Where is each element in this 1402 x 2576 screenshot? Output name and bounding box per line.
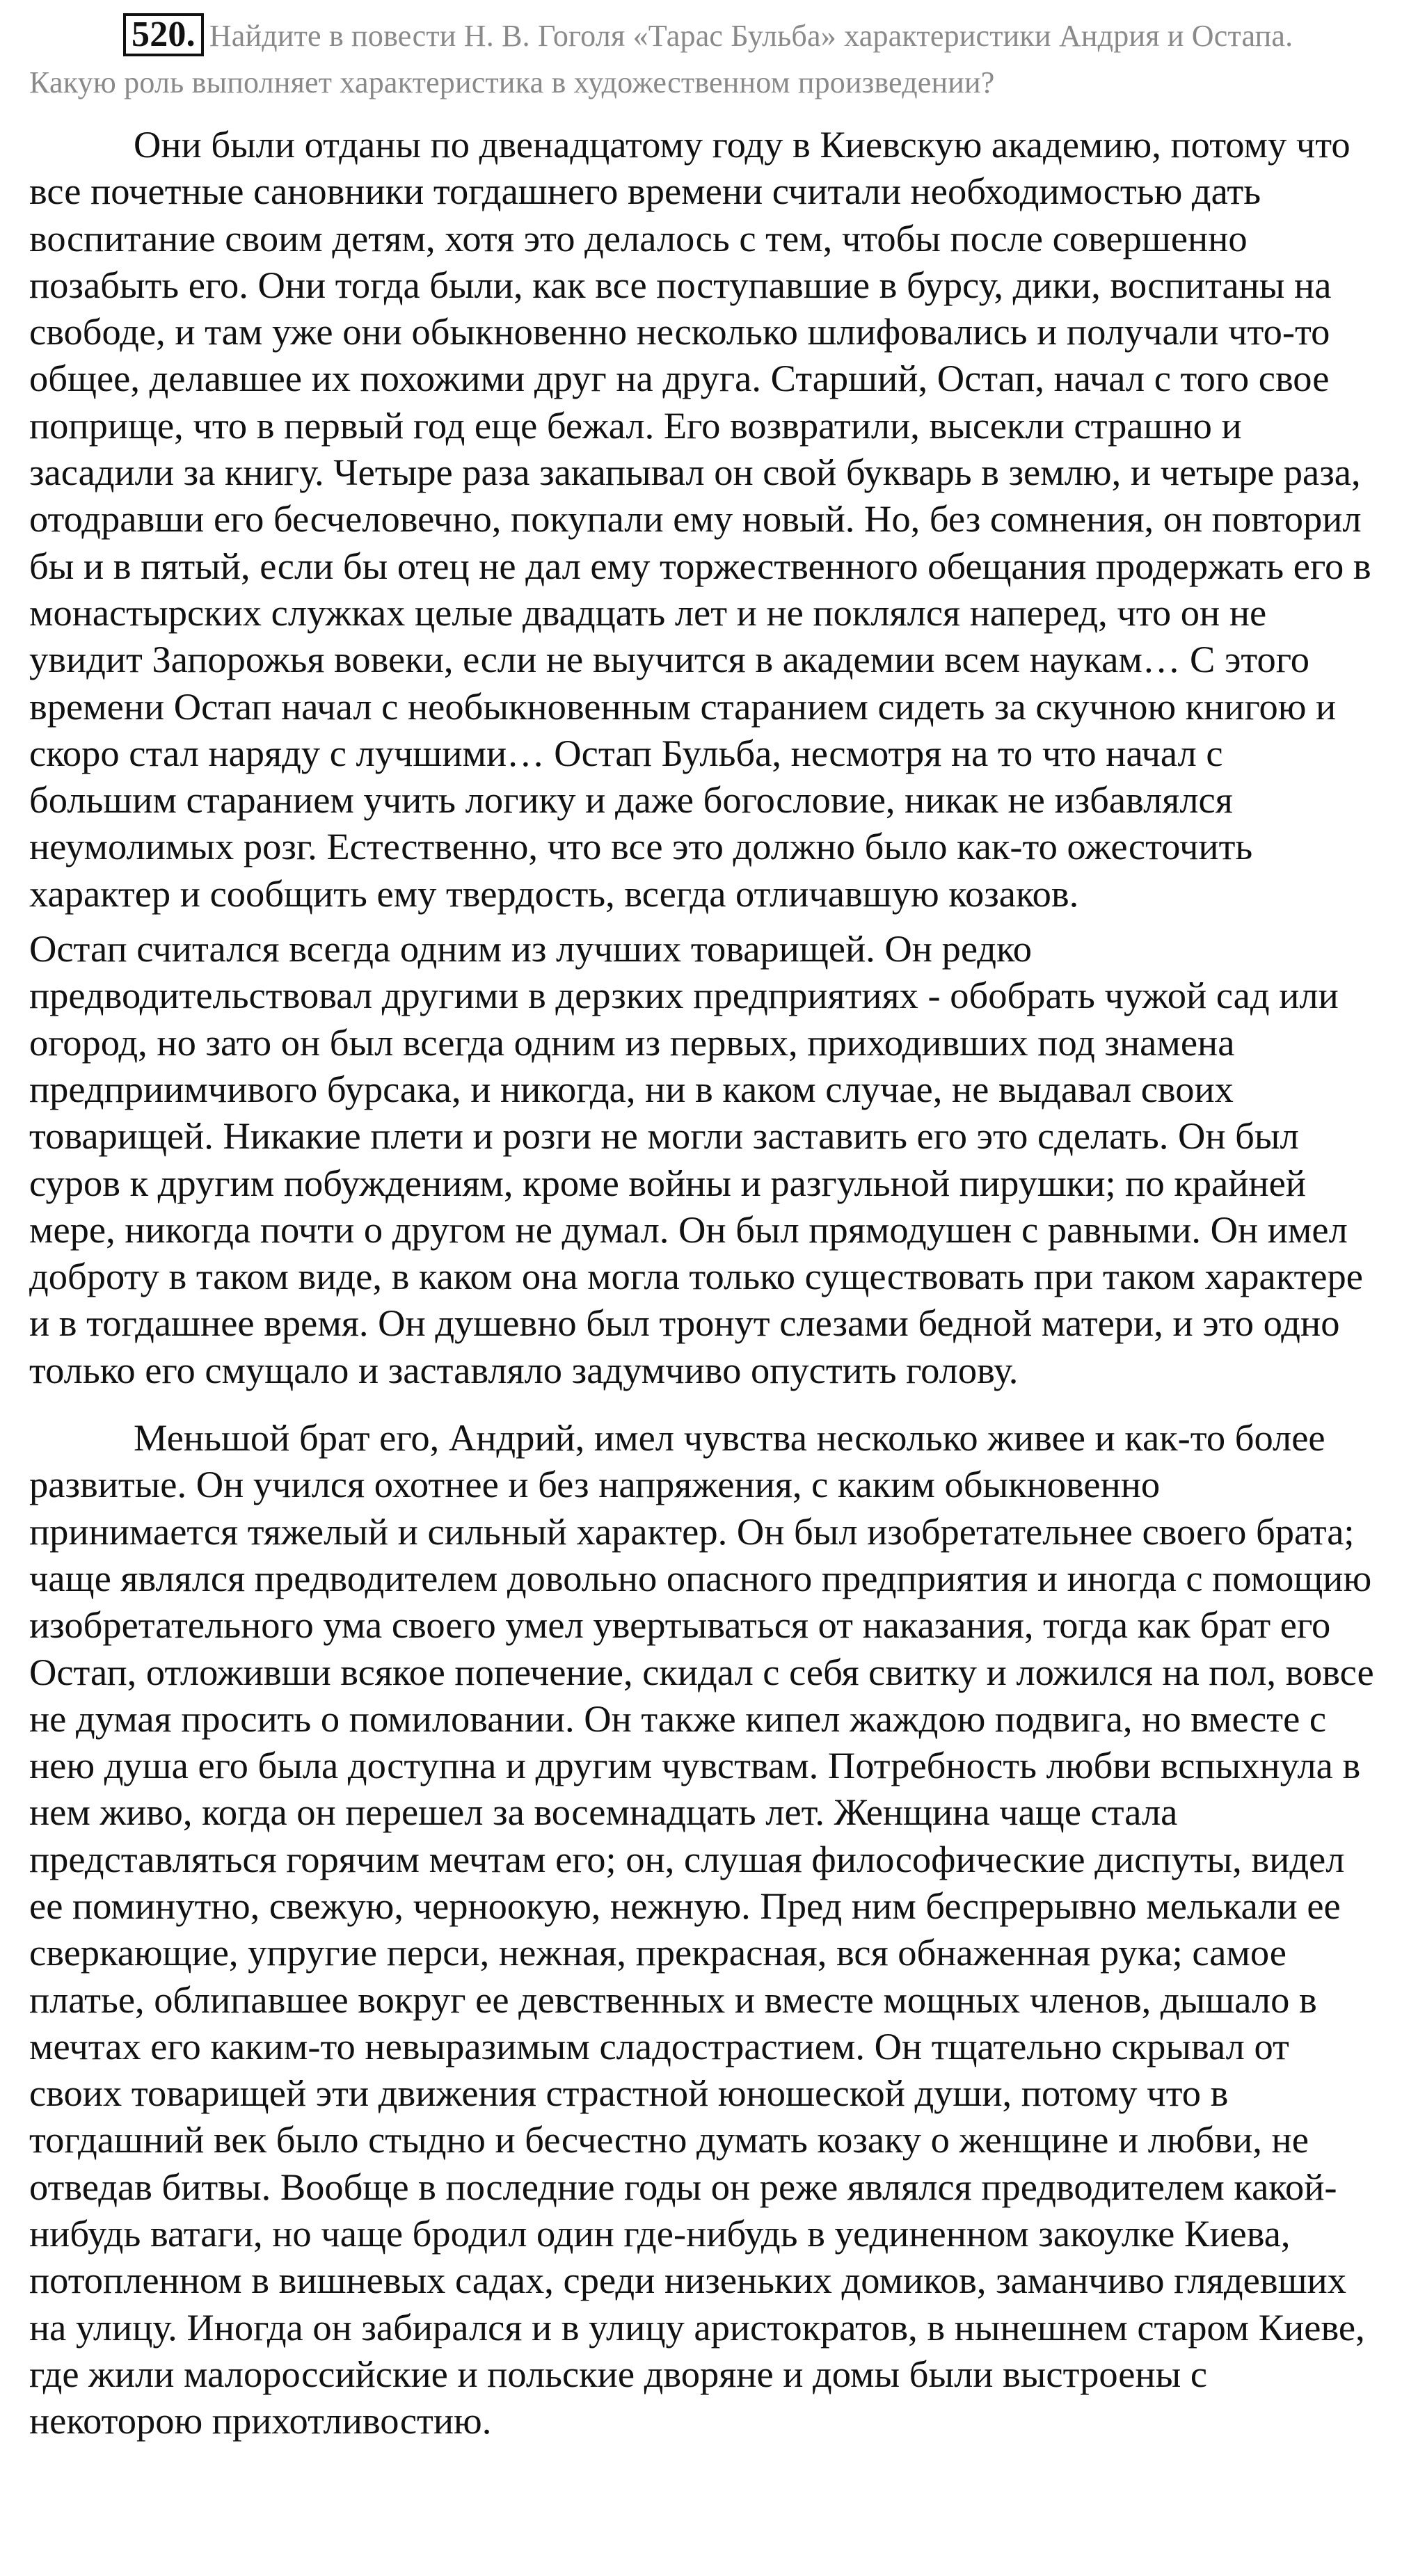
paragraph-ostap-character: Остап считался всегда одним из лучших товарищей. Он редко предводительствовал другими в дерзких предприятиях - обобрать чужой сад или огород, но зато он был всегда одним из первых, приходивших под знамена предприимчивого бурсака, и никогда, ни в каком случае, не выдавал своих товарищей. Никакие плети и розги не могли заставить его это сделать. Он был суров к другим побуждениям, кроме войны и разгульной пирушки; по крайней мере, никогда почти о другом не думал. Он был прямодушен с равными. Он имел доброту в таком виде, в каком она могла только существовать при таком характере и в тогдашнее время. Он душевно был тронут слезами бедной матери, и это одно только его смущало и заставляло задумчиво опустить голову. (29, 927, 1363, 1391)
task-instruction: Найдите в повести Н. В. Гоголя «Тарас Бульба» характеристики Андрия и Остапа. Какую роль выполняет характеристика в художественном произведении? (29, 19, 1293, 99)
task-number: 520. (123, 13, 204, 56)
paragraph-ostap-education: Они были отданы по двенадцатому году в Киевскую академию, потому что все почетные сановники тогдашнего времени считали необходимостью дать воспитание своим детям, хотя это делалось с тем, чтобы после совершенно позабыть его. Они тогда были, как все поступавшие в бурсу, дики, воспитаны на свободе, и там уже они обыкновенно несколько шлифовались и получали что-то общее, делавшее их похожими друг на друга. Старший, Остап, начал с того свое поприще, что в первый год еще бежал. Его возвратили, высекли страшно и засадили за книгу. Четыре раза закапывал он свой букварь в землю, и четыре раза, отодравши его бесчеловечно, покупали ему новый. Но, без сомнения, он повторил бы и в пятый, если бы отец не дал ему торжественного обещания продержать его в монастырских служках целые двадцать лет и не поклялся наперед, что он не увидит Запорожья вовеки, если не выучится в академии всем наукам… С этого времени Остап начал с необыкновенным старанием сидеть за скучною книгою и скоро стал наряду с лучшими… Остап Бульба, несмотря на то что начал с большим старанием учить логику и даже богословие, никак не избавлялся неумолимых розг. Естественно, что все это должно было как-то ожесточить характер и сообщить ему твердость, всегда отличавшую козаков. (29, 123, 1371, 915)
task-header (29, 13, 1376, 106)
paragraph-andriy-character: Меньшой брат его, Андрий, имел чувства несколько живее и как-то более развитые. Он учился охотнее и без напряжения, с каким обыкновенно принимается тяжелый и сильный характер. Он был изобретательнее своего брата; чаще являлся предводителем довольно опасного предприятия и иногда с помощию изобретательного ума своего умел увертываться от наказания, тогда как брат его Остап, отложивши всякое попечение, скидал с себя свитку и ложился на пол, вовсе не думая просить о помиловании. Он также кипел жаждою подвига, но вместе с нею душа его была доступна и другим чувствам. Потребность любви вспыхнула в нем живо, когда он перешел за восемнадцать лет. Женщина чаще стала представляться горячим мечтам его; он, слушая философические диспуты, видел ее поминутно, свежую, черноокую, нежную. Пред ним беспрерывно мелькали ее сверкающие, упругие перси, нежная, прекрасная, вся обнаженная рука; самое платье, облипавшее вокруг ее девственных и вместе мощных членов, дышало в мечтах его каким-то невыразимым сладострастием. Он тщательно скрывал от своих товарищей эти движения страстной юношеской души, потому что в тогдашний век было стыдно и бесчестно думать козаку о женщине и любви, не отведав битвы. Вообще в последние годы он реже являлся предводителем какой-нибудь ватаги, но чаще бродил один где-нибудь в уединенном закоулке Киева, потопленном в вишневых садах, среди низеньких домиков, заманчиво глядевших на улицу. Иногда он забирался и в улицу аристократов, в нынешнем старом Киеве, где жили малороссийские и польские дворяне и домы были выстроены с некоторою прихотливостию. (29, 1416, 1374, 2442)
